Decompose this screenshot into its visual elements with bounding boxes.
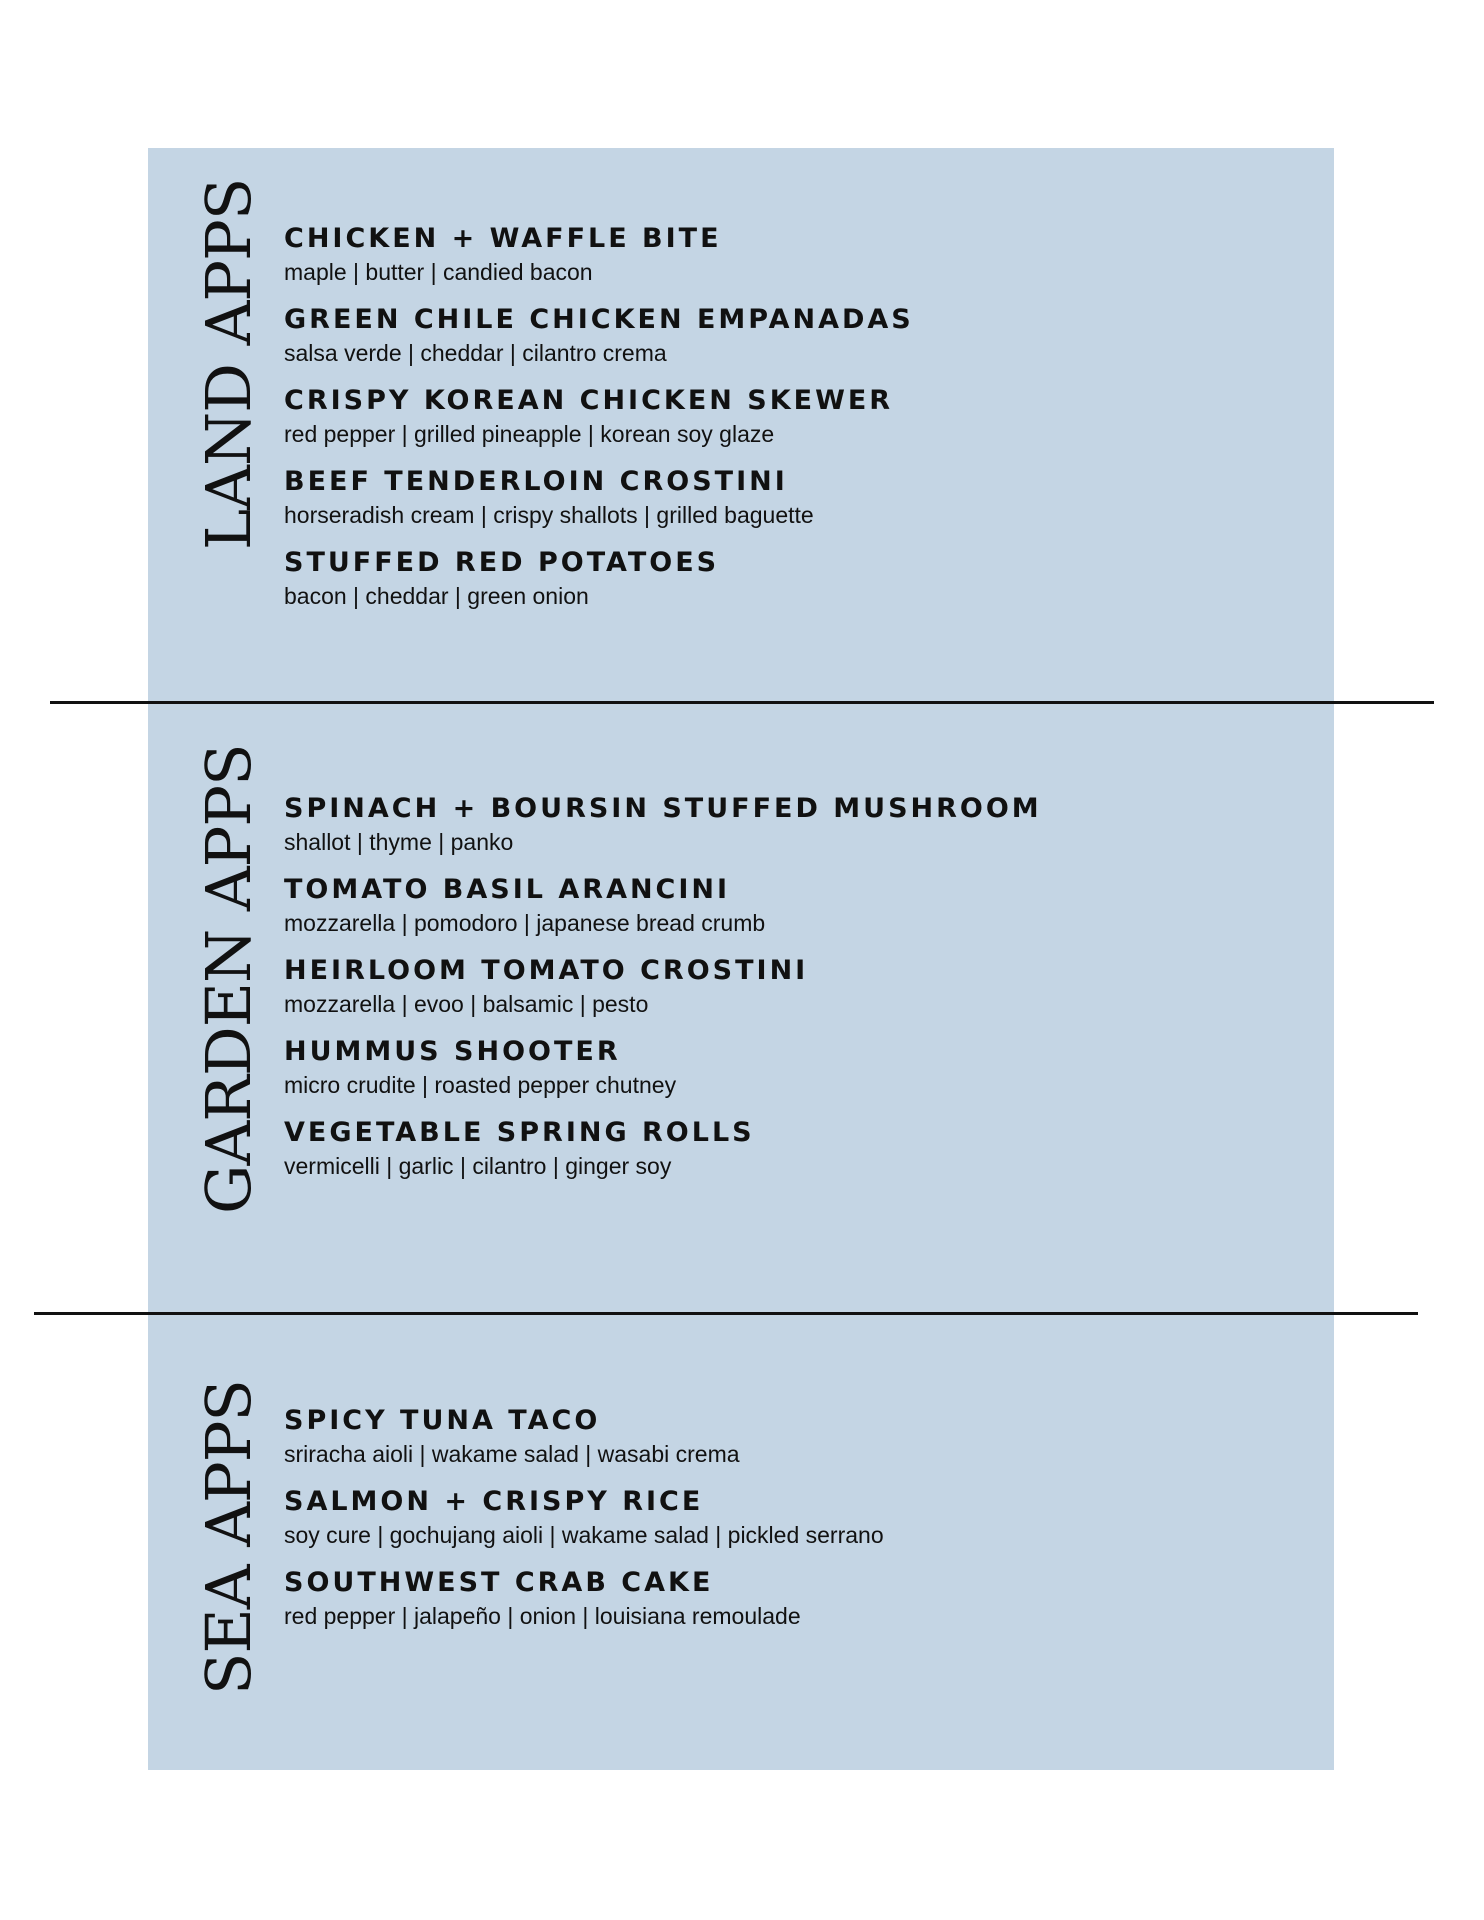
item-description: salsa verde | cheddar | cilantro crema bbox=[284, 340, 667, 366]
item-name: STUFFED RED POTATOES bbox=[284, 547, 720, 578]
item-description: mozzarella | pomodoro | japanese bread crumb bbox=[284, 910, 766, 936]
item-description: mozzarella | evoo | balsamic | pesto bbox=[284, 991, 649, 1017]
menu-item bbox=[284, 1116, 1324, 1197]
menu-item bbox=[284, 1404, 1324, 1485]
section-divider bbox=[34, 1312, 1418, 1315]
item-description: red pepper | grilled pineapple | korean soy glaze bbox=[284, 421, 775, 447]
menu-item bbox=[284, 954, 1324, 1035]
land-apps-list bbox=[284, 222, 1324, 627]
item-description: horseradish cream | crispy shallots | grilled baguette bbox=[284, 502, 814, 528]
item-name: SALMON + CRISPY RICE bbox=[284, 1486, 704, 1517]
item-name: CHICKEN + WAFFLE BITE bbox=[284, 223, 722, 254]
sea-apps-list bbox=[284, 1404, 1324, 1647]
menu-item bbox=[284, 873, 1324, 954]
menu-item bbox=[284, 465, 1324, 546]
item-description: vermicelli | garlic | cilantro | ginger soy bbox=[284, 1153, 672, 1179]
item-name: HUMMUS SHOOTER bbox=[284, 1036, 621, 1067]
section-title-sea: SEA APPS bbox=[192, 1380, 265, 1695]
section-title-land: LAND APPS bbox=[192, 178, 265, 550]
item-name: SPINACH + BOURSIN STUFFED MUSHROOM bbox=[284, 793, 1042, 824]
item-name: SPICY TUNA TACO bbox=[284, 1405, 601, 1436]
item-name: SOUTHWEST CRAB CAKE bbox=[284, 1567, 714, 1598]
item-description: maple | butter | candied bacon bbox=[284, 259, 593, 285]
menu-item bbox=[284, 792, 1324, 873]
menu-item bbox=[284, 546, 1324, 627]
item-name: VEGETABLE SPRING ROLLS bbox=[284, 1117, 755, 1148]
item-description: red pepper | jalapeño | onion | louisiana remoulade bbox=[284, 1603, 801, 1629]
menu-item bbox=[284, 222, 1324, 303]
item-name: HEIRLOOM TOMATO CROSTINI bbox=[284, 955, 809, 986]
item-name: BEEF TENDERLOIN CROSTINI bbox=[284, 466, 788, 497]
menu-item bbox=[284, 384, 1324, 465]
menu-item bbox=[284, 303, 1324, 384]
menu-item bbox=[284, 1485, 1324, 1566]
menu-item bbox=[284, 1035, 1324, 1116]
item-name: CRISPY KOREAN CHICKEN SKEWER bbox=[284, 385, 894, 416]
item-description: micro crudite | roasted pepper chutney bbox=[284, 1072, 677, 1098]
item-name: TOMATO BASIL ARANCINI bbox=[284, 874, 731, 905]
item-description: soy cure | gochujang aioli | wakame salad | pickled serrano bbox=[284, 1522, 884, 1548]
item-description: bacon | cheddar | green onion bbox=[284, 583, 589, 609]
garden-apps-list bbox=[284, 792, 1324, 1197]
item-name: GREEN CHILE CHICKEN EMPANADAS bbox=[284, 304, 914, 335]
item-description: shallot | thyme | panko bbox=[284, 829, 514, 855]
menu-item bbox=[284, 1566, 1324, 1647]
item-description: sriracha aioli | wakame salad | wasabi crema bbox=[284, 1441, 740, 1467]
section-title-garden: GARDEN APPS bbox=[192, 744, 265, 1214]
section-divider bbox=[50, 701, 1434, 704]
